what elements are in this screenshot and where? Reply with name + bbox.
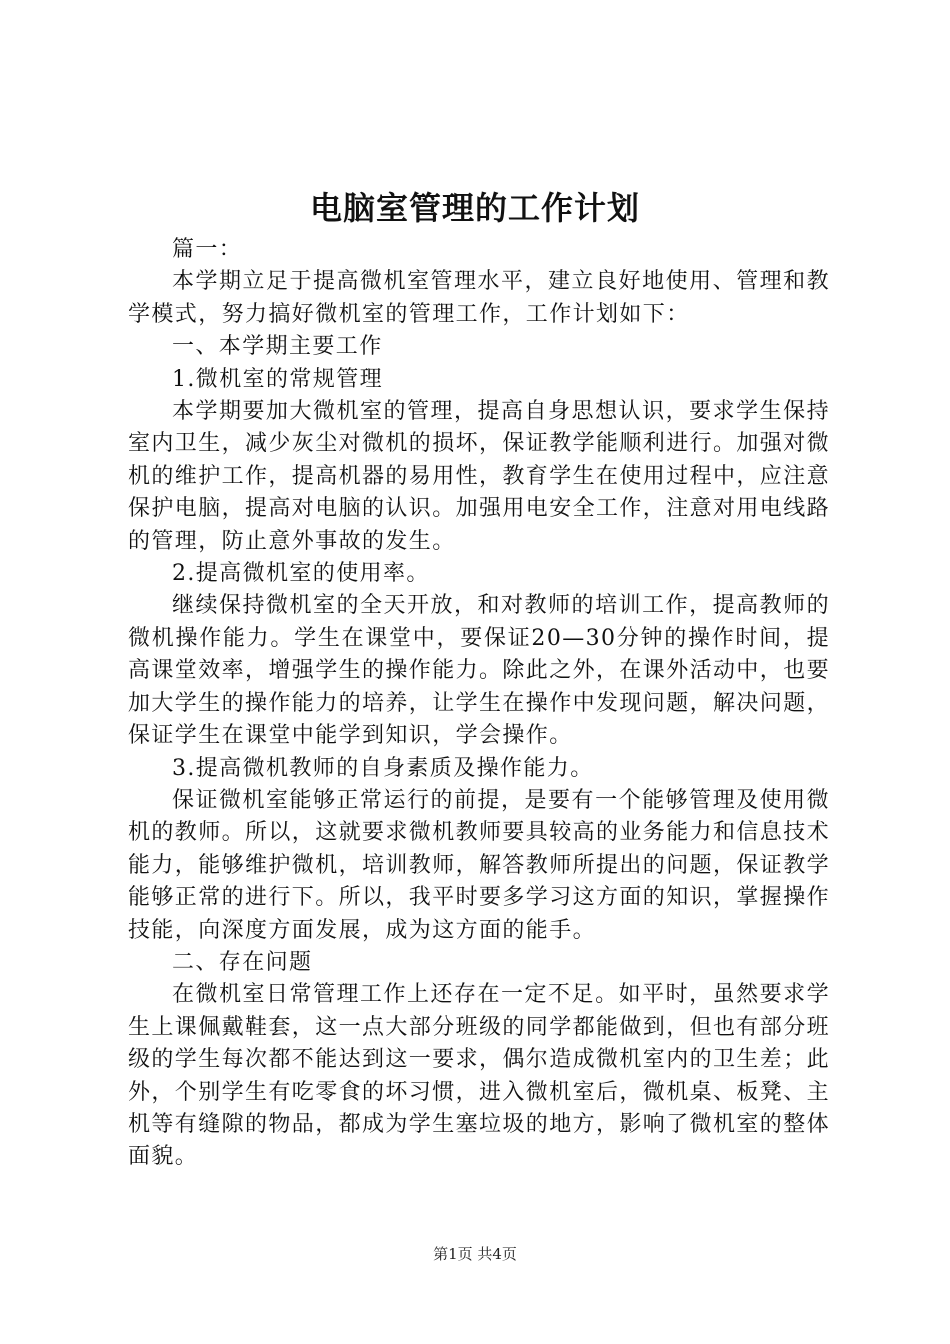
subheading-usage-rate: 2.提高微机室的使用率。: [172, 561, 430, 587]
page-footer: 第1页 共4页: [433, 1245, 517, 1263]
heading-main-work: 一、本学期主要工作: [172, 334, 383, 360]
subheading-routine-management: 1.微机室的常规管理: [172, 366, 383, 392]
heading-existing-problems: 二、存在问题: [172, 949, 313, 975]
document-title: 电脑室管理的工作计划: [309, 189, 640, 227]
paragraph-teacher-quality: 保证微机室能够正常运行的前提，是要有一个能够管理及使用微机的教师。所以，这就要求微机教师要具较高的业务能力和信息技术能力，能够维护微机，培训教师，解答教师所提出的问题，保证教学能够正常的进行下。所以，我平时要多学习这方面的知识，掌握操作技能，向深度方面发展，成为这方面的能手。: [128, 787, 831, 943]
subheading-teacher-quality: 3.提高微机教师的自身素质及操作能力。: [172, 755, 594, 781]
paragraph-existing-problems: 在微机室日常管理工作上还存在一定不足。如平时，虽然要求学生上课佩戴鞋套，这一点大部分班级的同学都能做到，但也有部分班级的学生每次都不能达到这一要求，偶尔造成微机室内的卫生差；此外，个别学生有吃零食的坏习惯，进入微机室后，微机桌、板凳、主机等有缝隙的物品，都成为学生塞垃圾的地方，影响了微机室的整体面貌。: [128, 982, 831, 1170]
document-body: [128, 234, 830, 1174]
paragraph-usage-rate: 继续保持微机室的全天开放，和对教师的培训工作，提高教师的微机操作能力。学生在课堂中，要保证20—30分钟的操作时间，提高课堂效率，增强学生的操作能力。除此之外，在课外活动中，也要加大学生的操作能力的培养，让学生在操作中发现问题，解决问题，保证学生在课堂中能学到知识，学会操作。: [128, 593, 831, 749]
paragraph-section-label: 篇一：: [172, 237, 243, 262]
paragraph-intro: 本学期立足于提高微机室管理水平，建立良好地使用、管理和教学模式，努力搞好微机室的管理工作，工作计划如下：: [128, 269, 830, 327]
paragraph-routine-management: 本学期要加大微机室的管理，提高自身思想认识，要求学生保持室内卫生，减少灰尘对微机的损坏，保证教学能顺利进行。加强对微机的维护工作，提高机器的易用性，教育学生在使用过程中，应注意保护电脑，提高对电脑的认识。加强用电安全工作，注意对用电线路的管理，防止意外事故的发生。: [128, 399, 831, 554]
